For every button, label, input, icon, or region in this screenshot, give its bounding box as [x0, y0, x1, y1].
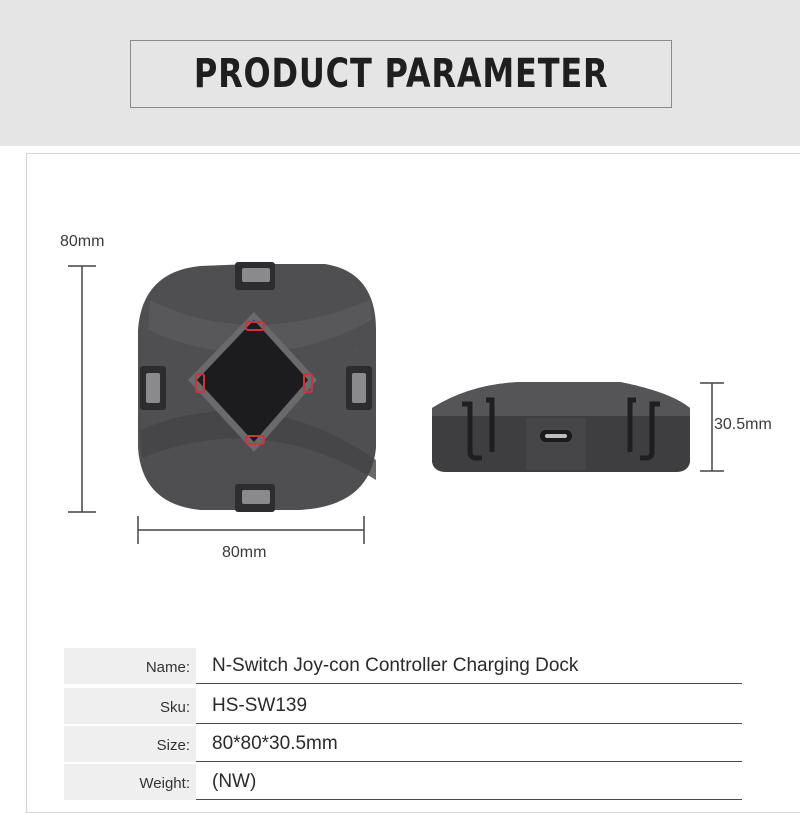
divider [196, 761, 742, 762]
top-view-height-label: 80mm [60, 233, 105, 250]
dock-top-view [138, 262, 376, 512]
spec-row-sku [64, 688, 742, 724]
spec-key: Size: [64, 726, 196, 762]
spec-value: N-Switch Joy-con Controller Charging Dock [212, 655, 579, 676]
svg-text:L: L [286, 497, 290, 504]
svg-text:R: R [354, 349, 360, 356]
spec-value: 80*80*30.5mm [212, 733, 338, 754]
divider [196, 723, 742, 724]
dock-side-view [432, 382, 690, 472]
spec-row-size [64, 726, 742, 762]
height-dimension-line [68, 266, 96, 512]
spec-key: Name: [64, 648, 196, 684]
spec-row-name [64, 648, 742, 684]
width-dimension-line [138, 516, 364, 544]
side-view-height-label: 30.5mm [714, 416, 772, 433]
spec-value: HS-SW139 [212, 695, 308, 716]
spec-row-weight [64, 764, 742, 800]
divider [196, 683, 742, 684]
page-title: PRODUCT PARAMETER [193, 51, 609, 97]
spec-key: Weight: [64, 764, 196, 800]
spec-value: (NW) [212, 771, 257, 792]
spec-key: Sku: [64, 688, 196, 724]
top-view-width-label: 80mm [222, 544, 267, 561]
